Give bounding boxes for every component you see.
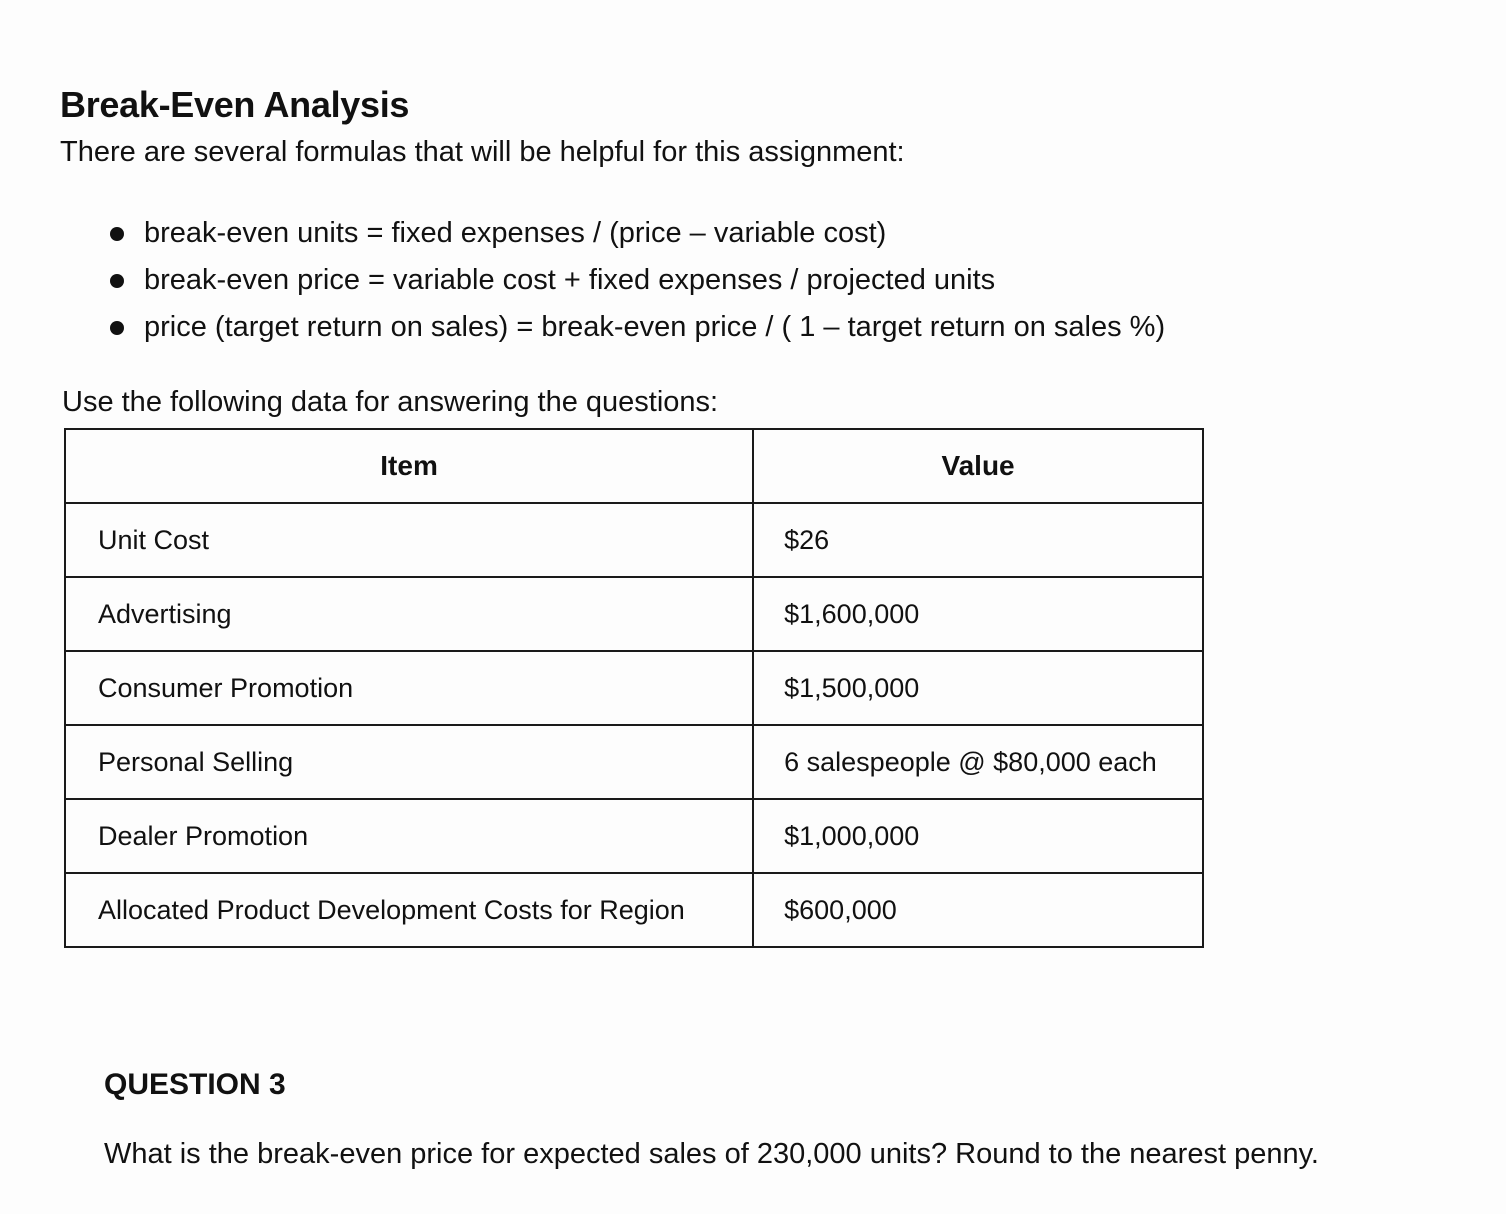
bullet-icon	[110, 227, 124, 241]
question-text: What is the break-even price for expected sales of 230,000 units? Round to the nearest penny.	[104, 1138, 1319, 1170]
data-intro-text: Use the following data for answering the questions:	[62, 386, 719, 418]
item-cell: Unit Cost	[65, 503, 753, 577]
data-table	[64, 428, 1204, 948]
table-row	[65, 725, 1203, 799]
formula-item	[108, 257, 1165, 304]
table-row	[65, 799, 1203, 873]
item-cell: Consumer Promotion	[65, 651, 753, 725]
value-cell: $1,000,000	[753, 799, 1203, 873]
page-title: Break-Even Analysis	[60, 84, 410, 125]
value-cell: $1,600,000	[753, 577, 1203, 651]
bullet-icon	[110, 274, 124, 288]
value-cell: $600,000	[753, 873, 1203, 947]
table-row	[65, 873, 1203, 947]
value-cell: $1,500,000	[753, 651, 1203, 725]
question-label: QUESTION 3	[104, 1068, 286, 1101]
table-header-row	[65, 429, 1203, 503]
item-cell: Advertising	[65, 577, 753, 651]
item-cell: Allocated Product Development Costs for Region	[65, 873, 753, 947]
table-row	[65, 651, 1203, 725]
bullet-icon	[110, 321, 124, 335]
formula-list	[108, 210, 1165, 351]
table-row	[65, 577, 1203, 651]
formula-text: break-even units = fixed expenses / (price – variable cost)	[144, 217, 887, 249]
value-cell: 6 salespeople @ $80,000 each	[753, 725, 1203, 799]
table-row	[65, 503, 1203, 577]
column-header-item: Item	[65, 429, 753, 503]
value-cell: $26	[753, 503, 1203, 577]
column-header-value: Value	[753, 429, 1203, 503]
formula-item	[108, 304, 1165, 351]
formula-text: break-even price = variable cost + fixed expenses / projected units	[144, 264, 996, 296]
item-cell: Dealer Promotion	[65, 799, 753, 873]
intro-text: There are several formulas that will be helpful for this assignment:	[60, 136, 905, 168]
formula-item	[108, 210, 1165, 257]
item-cell: Personal Selling	[65, 725, 753, 799]
formula-text: price (target return on sales) = break-even price / ( 1 – target return on sales %)	[144, 311, 1166, 343]
